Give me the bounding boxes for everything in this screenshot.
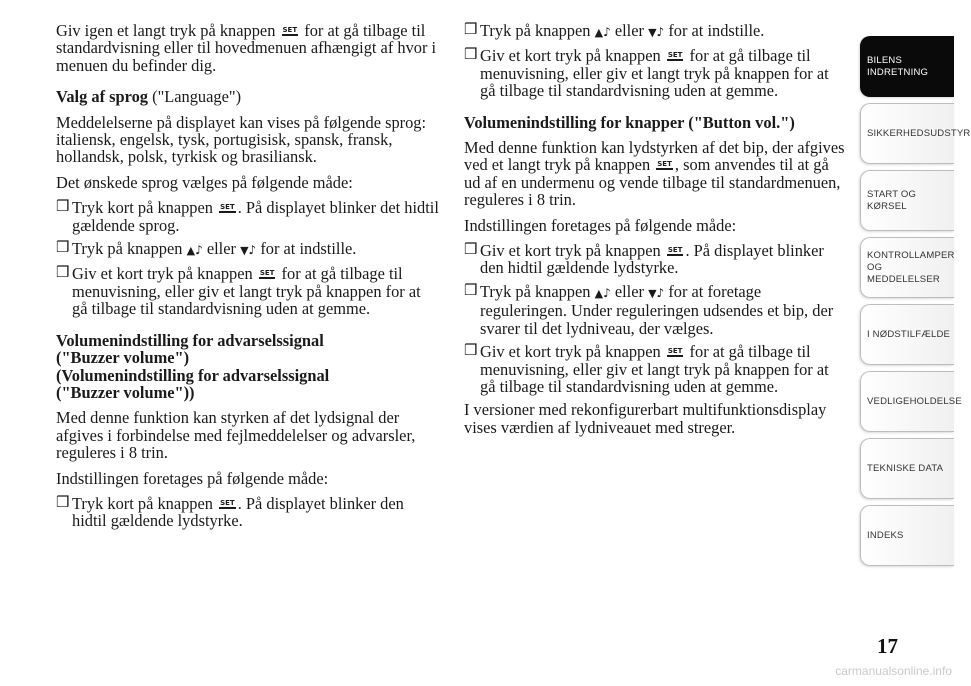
down-arrow-icon: ▼ [648, 286, 657, 300]
buzzer-paragraph-2: Indstillingen foretages på følgende måde: [56, 468, 329, 488]
bullet-box-icon: ❒ [56, 199, 70, 216]
list-item: ❒ Tryk på knappen ▲♪ eller ▼♪ for at indstille. [464, 21, 765, 40]
right-column [464, 22, 848, 444]
bullet-box-icon: ❒ [56, 240, 70, 257]
display-note-paragraph: I versioner med rekonfigurerbart multifunktionsdisplay vises værdien af lydniveauet med streger. [464, 400, 827, 437]
set-button-icon: SET [667, 246, 683, 255]
list-item: ❒ Giv et kort tryk på knappen SET for at gå tilbage til menuvisning, eller giv et langt tryk på knappen for at gå tilbage til standardvisning uden at gemme. [56, 264, 421, 319]
button-volume-paragraph-2: Indstillingen foretages på følgende måde: [464, 215, 737, 235]
tab-kontrollamper[interactable]: KONTROLLAMPER OG MEDDELELSER [860, 237, 954, 298]
buzzer-paragraph-1: Med denne funktion kan styrken af det lydsignal der afgives i forbindelse med fejlmeddelelser og advarsler, reguleres i 8 trin. [56, 408, 416, 463]
set-button-icon: SET [282, 26, 298, 34]
list-item: ❒ Tryk kort på knappen SET . På displayet blinker det hidtil gældende sprog. [56, 198, 439, 235]
language-heading: Valg af sprog ("Language") [56, 87, 242, 107]
up-arrow-icon: ▲ [186, 244, 196, 258]
set-button-icon: SET [657, 160, 672, 169]
list-item: ❒ Giv et kort tryk på knappen SET for at gå tilbage til menuvisning, eller giv et langt tryk på knappen for at gå tilbage til standardvisning uden at gemme. [464, 46, 829, 101]
up-arrow-icon: ▲ [594, 286, 604, 300]
language-paragraph-1: Meddelelserne på displayet kan vises på følgende sprog: italiensk, engelsk, tysk, portugisisk, spansk, fransk, hollandsk, polsk, tyrkisk og brasiliansk. [56, 112, 427, 167]
tab-bilens-indretning[interactable]: BILENS INDRETNING [860, 36, 954, 97]
bullet-box-icon: ❒ [464, 242, 478, 259]
set-button-icon: SET [667, 347, 683, 356]
up-arrow-icon: ▲ [594, 26, 604, 39]
volume-icon: ♪ [248, 243, 257, 258]
tab-sikkerhedsudstyr[interactable]: SIKKERHEDSUDSTYR [860, 103, 954, 164]
set-button-icon: SET [220, 498, 235, 507]
tab-indeks[interactable]: INDEKS [860, 505, 954, 566]
intro-paragraph: Giv igen et langt tryk på knappen SET for at gå tilbage til standardvisning eller til hovedmenuen afhængigt af hvor i menuen du befinder dig. [56, 21, 437, 75]
set-button-icon: SET [259, 269, 275, 278]
bullet-box-icon: ❒ [464, 47, 478, 64]
page-number: 17 [877, 634, 898, 658]
language-paragraph-2: Det ønskede sprog vælges på følgende måde: [56, 172, 353, 192]
tab-vedligeholdelse[interactable]: VEDLIGEHOLDELSE [860, 371, 954, 432]
bullet-box-icon: ❒ [56, 494, 70, 511]
volume-icon: ♪ [603, 285, 611, 300]
down-arrow-icon: ▼ [240, 244, 249, 258]
set-button-icon: SET [220, 203, 235, 212]
down-arrow-icon: ▼ [648, 26, 657, 39]
button-volume-paragraph-1: Med denne funktion kan lydstyrken af det bip, der afgives ved et langt tryk på knappen SET , som anvendes til at gå ud af en undermenu og vende tilbage til standardmenuen, reguleres i 8 trin. [464, 138, 845, 210]
volume-icon: ♪ [603, 25, 611, 39]
volume-icon: ♪ [195, 243, 203, 258]
list-item: ❒ Giv et kort tryk på knappen SET . På displayet blinker den hidtil gældende lydstyrke. [464, 241, 824, 278]
bullet-box-icon: ❒ [464, 22, 478, 38]
left-column [56, 22, 440, 536]
watermark: carmanualsonline.info [835, 664, 952, 678]
tab-i-nodstilfaelde[interactable]: I NØDSTILFÆLDE [860, 304, 954, 365]
chapter-tabs [860, 36, 971, 572]
list-item: ❒ Tryk kort på knappen SET . På displayet blinker den hidtil gældende lydstyrke. [56, 493, 404, 531]
bullet-box-icon: ❒ [464, 282, 478, 299]
tab-tekniske-data[interactable]: TEKNISKE DATA [860, 438, 954, 499]
list-item: ❒ Tryk på knappen ▲♪ eller ▼♪ for at foretage reguleringen. Under reguleringen udsendes et bip, der svarer til det lydniveau, der vælges. [464, 281, 834, 338]
set-button-icon: SET [667, 51, 683, 60]
volume-icon: ♪ [656, 285, 665, 300]
buzzer-heading: Volumenindstilling for advarselssignal ("Buzzer volume") (Volumenindstilling for advarselssignal ("Buzzer volume")) [56, 330, 330, 402]
list-item: ❒ Tryk på knappen ▲♪ eller ▼♪ for at indstille. [56, 239, 357, 259]
button-volume-heading: Volumenindstilling for knapper ("Button vol.") [464, 112, 795, 132]
bullet-box-icon: ❒ [464, 343, 478, 360]
bullet-box-icon: ❒ [56, 265, 70, 282]
volume-icon: ♪ [656, 25, 665, 39]
tab-start-og-korsel[interactable]: START OG KØRSEL [860, 170, 954, 231]
list-item: ❒ Giv et kort tryk på knappen SET for at gå tilbage til menuvisning, eller giv et langt tryk på knappen for at gå tilbage til standardvisning uden at gemme. [464, 342, 829, 396]
